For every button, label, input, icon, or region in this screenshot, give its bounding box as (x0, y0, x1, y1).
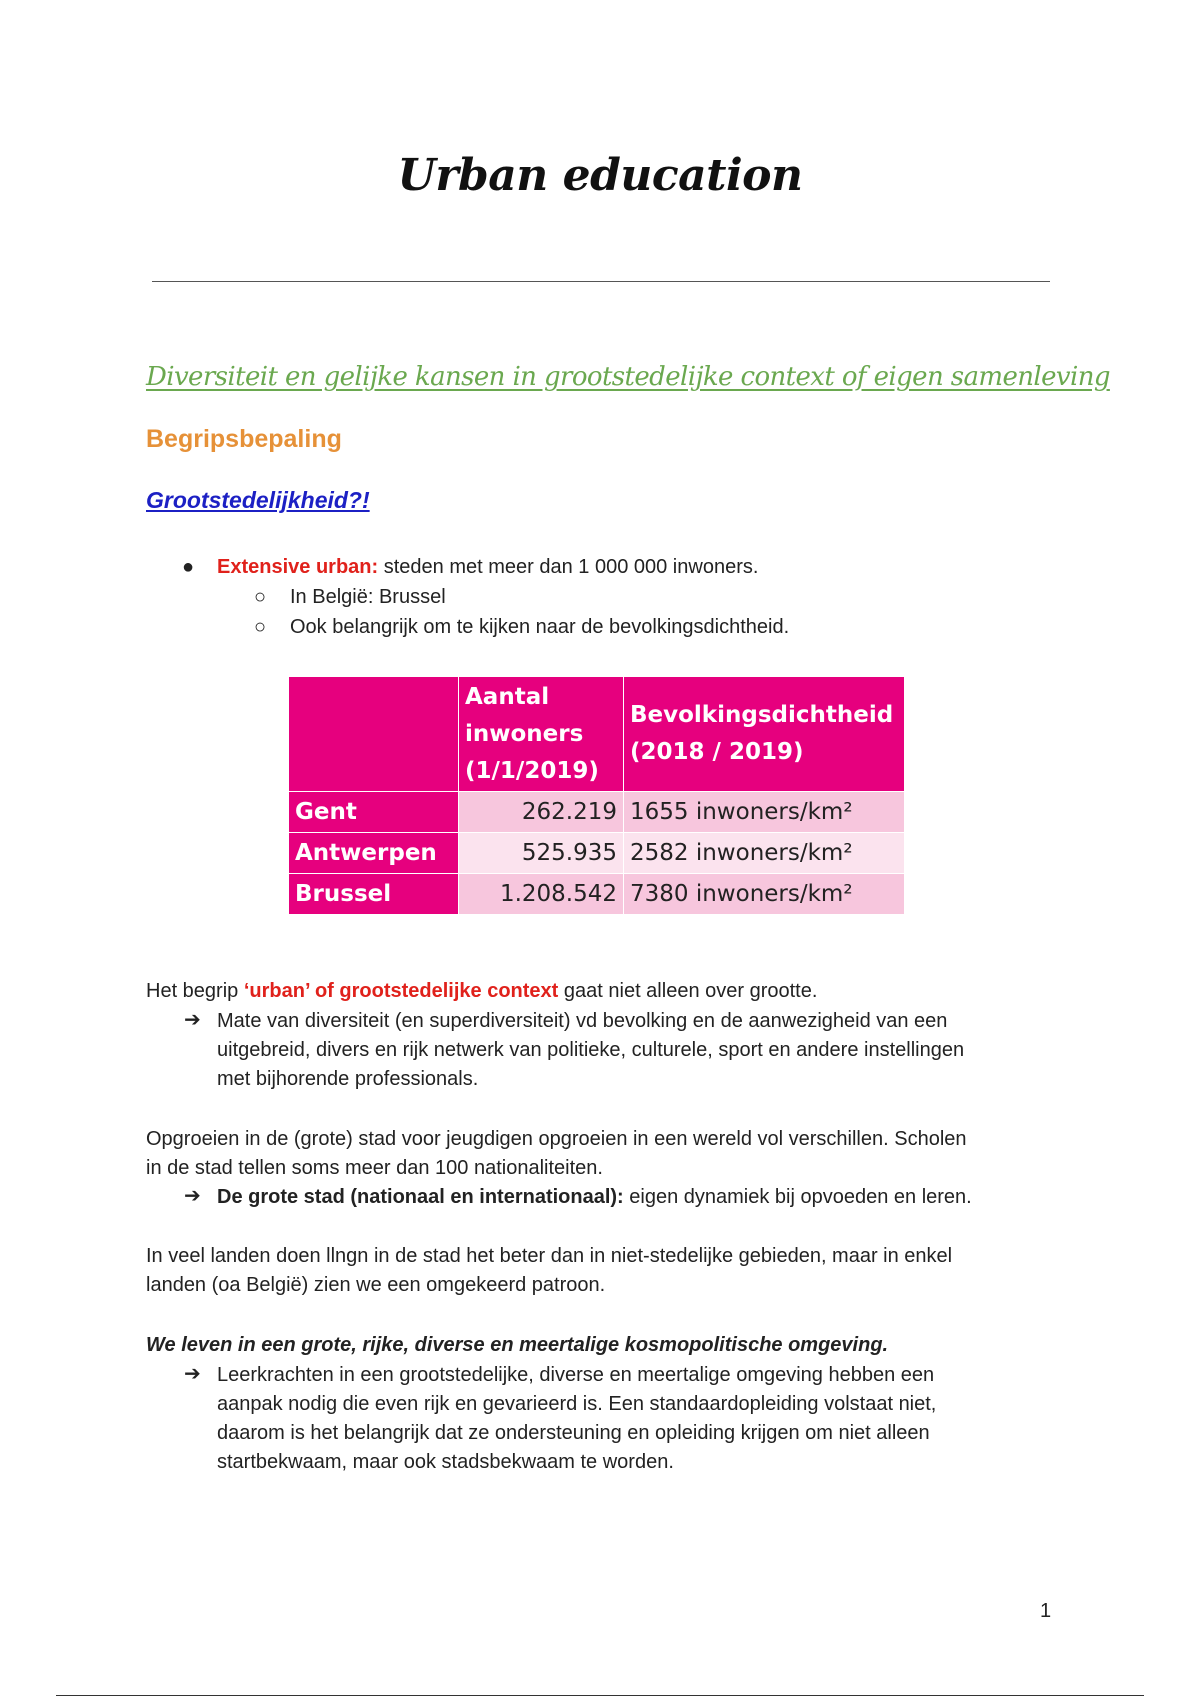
sub-bullet-brussel: In België: Brussel (290, 586, 446, 608)
arrow-text-teachers: Leerkrachten in een grootstedelijke, diverse en meertalige omgeving hebben een aanpak nodig die even rijk en gevarieerd is. Een standaardopleiding volstaat niet, daarom is het belangrijk dat ze ondersteuning en opleiding krijgen om niet alleen startbekwaam, maar ook stadsbekwaam te worden. (217, 1364, 937, 1473)
bullet-extensive-urban (217, 553, 758, 582)
right-arrow-icon: ➔ (184, 1009, 201, 1031)
table-cell-city: Gent (289, 792, 459, 833)
table-cell-inhabitants: 525.935 (459, 833, 624, 874)
urban-context-highlight: ‘urban’ of grootstedelijke context (243, 980, 559, 1002)
topic-heading: Grootstedelijkheid?! (146, 487, 370, 513)
paragraph-urban-context: Het begrip ‘urban’ of grootstedelijke context gaat niet alleen over grootte. (146, 980, 818, 1002)
table-row (289, 874, 905, 915)
sub-bullet-icon: ○ (254, 616, 267, 638)
table-cell-city: Antwerpen (289, 833, 459, 874)
table-header-empty (289, 677, 459, 792)
extensive-urban-text: steden met meer dan 1 000 000 inwoners. (378, 556, 759, 578)
title-divider (152, 281, 1050, 282)
paragraph-growing-up: Opgroeien in de (grote) stad voor jeugdigen opgroeien in een wereld vol verschillen. Scholen in de stad tellen soms meer dan 100 nationaliteiten. (146, 1128, 967, 1179)
subheading: Begripsbepaling (146, 425, 342, 453)
table-cell-city: Brussel (289, 874, 459, 915)
arrow-text-big-city: De grote stad (nationaal en internationaal): eigen dynamiek bij opvoeden en leren. (217, 1186, 972, 1208)
sub-bullet-icon: ○ (254, 586, 267, 608)
section-heading: Diversiteit en gelijke kansen in grootstedelijke context of eigen samenleving (146, 362, 1110, 392)
sub-bullet-density: Ook belangrijk om te kijken naar de bevolkingsdichtheid. (290, 616, 790, 638)
table-cell-density: 7380 inwoners/km² (624, 874, 905, 915)
population-table (288, 676, 905, 915)
page-number: 1 (1040, 1600, 1052, 1622)
table-cell-density: 2582 inwoners/km² (624, 833, 905, 874)
right-arrow-icon: ➔ (184, 1363, 201, 1385)
table-cell-inhabitants: 262.219 (459, 792, 624, 833)
table-row (289, 792, 905, 833)
table-row (289, 833, 905, 874)
bullet-icon: ● (182, 556, 195, 578)
arrow-text-diversity: Mate van diversiteit (en superdiversiteit) vd bevolking en de aanwezigheid van een uitgebreid, divers en rijk netwerk van politieke, culturele, sport en andere instellingen met bijhorende professionals. (217, 1010, 965, 1090)
table-cell-inhabitants: 1.208.542 (459, 874, 624, 915)
table-header-inhabitants: Aantal inwoners (1/1/2019) (459, 677, 624, 792)
table-cell-density: 1655 inwoners/km² (624, 792, 905, 833)
paragraph-countries: In veel landen doen llngn in de stad het beter dan in niet-stedelijke gebieden, maar in enkel landen (oa België) zien we een omgekeerd patroon. (146, 1245, 953, 1296)
page-bottom-border (56, 1695, 1144, 1696)
table-header-row (289, 677, 905, 792)
document-title: Urban education (397, 150, 803, 201)
right-arrow-icon: ➔ (184, 1185, 201, 1207)
extensive-urban-term: Extensive urban: (217, 556, 379, 578)
table-header-density: Bevolkingsdichtheid (2018 / 2019) (624, 677, 905, 792)
paragraph-cosmopolitan-heading: We leven in een grote, rijke, diverse en meertalige kosmopolitische omgeving. (146, 1334, 889, 1356)
